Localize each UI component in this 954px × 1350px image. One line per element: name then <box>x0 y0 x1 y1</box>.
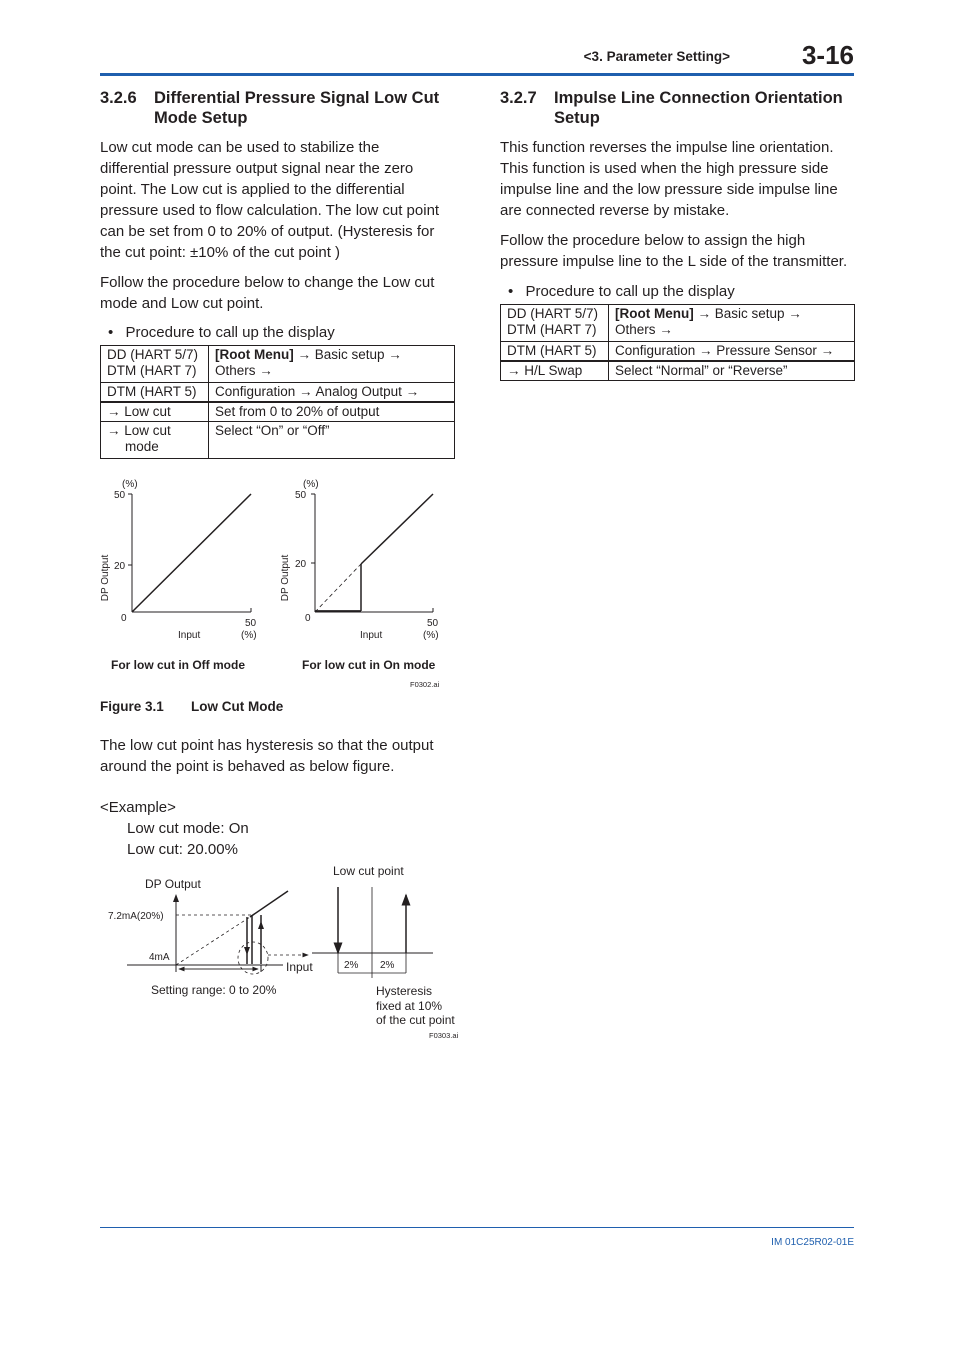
figure-low-cut-mode <box>95 470 460 695</box>
body-text-low-cut <box>100 137 460 323</box>
output-line <box>250 891 288 917</box>
section-title-line2: Mode Setup <box>154 109 248 127</box>
section-heading-3-2-7 <box>500 88 860 130</box>
y-axis-label: DP Output <box>280 554 291 602</box>
x-tick-50: 50 <box>245 618 257 629</box>
bullet-procedure: • Procedure to call up the display <box>508 283 735 300</box>
x-unit-label: (%) <box>241 630 257 641</box>
input-label: Input <box>286 960 313 974</box>
x-unit-label: (%) <box>423 630 439 641</box>
y-axis-label: DP Output <box>100 554 111 602</box>
table-cell: Configuration → Pressure Sensor → <box>609 342 855 362</box>
output-line <box>361 494 433 564</box>
caption-on-mode: For low cut in On mode <box>302 658 436 672</box>
pct-label-b: 2% <box>380 960 395 971</box>
figure-hysteresis-example <box>95 860 470 1045</box>
table-cell: Select “On” or “Off” <box>209 422 455 459</box>
y-tick-50: 50 <box>295 490 307 501</box>
section-heading-3-2-6 <box>100 88 460 130</box>
dashed-linear-reference <box>176 917 250 965</box>
chart-off-mode <box>100 479 257 672</box>
procedure-table-hl-swap <box>500 304 855 381</box>
figure-title: Low Cut Mode <box>191 699 284 714</box>
y-tick-20: 20 <box>114 561 126 572</box>
bullet-dot: • <box>108 324 114 341</box>
bullet-dot: • <box>508 283 514 300</box>
x-tick-50: 50 <box>427 618 439 629</box>
dashed-reference-line <box>315 564 361 612</box>
paragraph-procedure: Follow the procedure below to assign the high pressure impulse line to the L side of the transmitter. <box>500 232 848 270</box>
table-cell: Set from 0 to 20% of output <box>209 402 455 422</box>
table-cell: → H/L Swap <box>501 361 609 381</box>
origin-label: 0 <box>305 613 311 624</box>
example-block <box>100 797 460 860</box>
setting-range-label: Setting range: 0 to 20% <box>151 983 277 997</box>
header-rule <box>100 73 854 76</box>
example-heading: <Example> <box>100 799 176 816</box>
pct-label-a: 2% <box>344 960 359 971</box>
example-cut: Low cut: 20.00% <box>127 841 238 858</box>
low-cut-point-label: Low cut point <box>333 864 404 878</box>
output-line <box>132 494 251 612</box>
figure-caption <box>100 699 400 717</box>
caption-off-mode: For low cut in Off mode <box>111 658 245 672</box>
y-tick-20: 20 <box>295 559 307 570</box>
table-cell: DTM (HART 5) <box>101 383 209 403</box>
body-text-hysteresis <box>100 735 460 786</box>
y-unit-label: (%) <box>122 479 138 490</box>
chart-on-mode <box>280 479 439 672</box>
footer-rule <box>100 1227 854 1228</box>
table-cell: → Low cut mode <box>101 422 209 459</box>
table-cell: [Root Menu] → Basic setup → Others → <box>609 305 855 342</box>
table-cell: Configuration → Analog Output → <box>209 383 455 403</box>
y-label-7-2ma: 7.2mA(20%) <box>108 911 164 922</box>
hysteresis-note-line2: fixed at 10% <box>376 999 443 1013</box>
page-number: 3-16 <box>801 40 854 70</box>
y-label-4ma: 4mA <box>149 952 170 963</box>
x-axis-label: Input <box>178 630 201 641</box>
section-number: 3.2.7 <box>500 89 537 107</box>
body-text-impulse-line <box>500 137 860 281</box>
document-id: IM 01C25R02-01E <box>771 1237 854 1248</box>
origin-label: 0 <box>121 613 127 624</box>
dp-output-label: DP Output <box>145 877 201 891</box>
paragraph-intro: This function reverses the impulse line orientation. This function is used when the high pressure side impulse line and the low pressure side impulse line are connected reverse by mistake. <box>500 139 838 219</box>
running-header-section: <3. Parameter Setting> <box>583 49 730 64</box>
paragraph-procedure: Follow the procedure below to change the Low cut mode and Low cut point. <box>100 274 435 312</box>
hysteresis-note-line1: Hysteresis <box>376 984 433 998</box>
figure-label: Figure 3.1 <box>100 699 164 714</box>
section-title-line2: Setup <box>554 109 600 127</box>
y-unit-label: (%) <box>303 479 319 490</box>
figure-file-name: F0303.ai <box>429 1031 459 1040</box>
section-title-line1: Impulse Line Connection Orientation <box>554 89 843 107</box>
procedure-table-low-cut <box>100 345 455 459</box>
figure-file-name: F0302.ai <box>410 680 440 689</box>
section-number: 3.2.6 <box>100 89 137 107</box>
example-mode: Low cut mode: On <box>127 820 249 837</box>
paragraph-hysteresis: The low cut point has hysteresis so that the output around the point is behaved as below figure. <box>100 737 434 775</box>
table-cell: DD (HART 5/7) DTM (HART 7) <box>101 346 209 383</box>
table-cell: [Root Menu] → Basic setup → Others → <box>209 346 455 383</box>
table-cell: DTM (HART 5) <box>501 342 609 362</box>
table-cell: DD (HART 5/7) DTM (HART 7) <box>501 305 609 342</box>
table-cell: Select “Normal” or “Reverse” <box>609 361 855 381</box>
x-axis-label: Input <box>360 630 383 641</box>
paragraph-intro: Low cut mode can be used to stabilize the differential pressure output signal near the zero point. The Low cut is applied to the differential pressure used to flow calculation. The low cut point can be set from 0 to 20% of output. (Hysteresis for the cut point: ±10% of the cut point ) <box>100 139 440 261</box>
hysteresis-note-line3: of the cut point <box>376 1013 455 1027</box>
table-cell: → Low cut <box>101 402 209 422</box>
y-tick-50: 50 <box>114 490 126 501</box>
bullet-procedure: • Procedure to call up the display <box>108 324 335 341</box>
section-title-line1: Differential Pressure Signal Low Cut <box>154 89 440 107</box>
